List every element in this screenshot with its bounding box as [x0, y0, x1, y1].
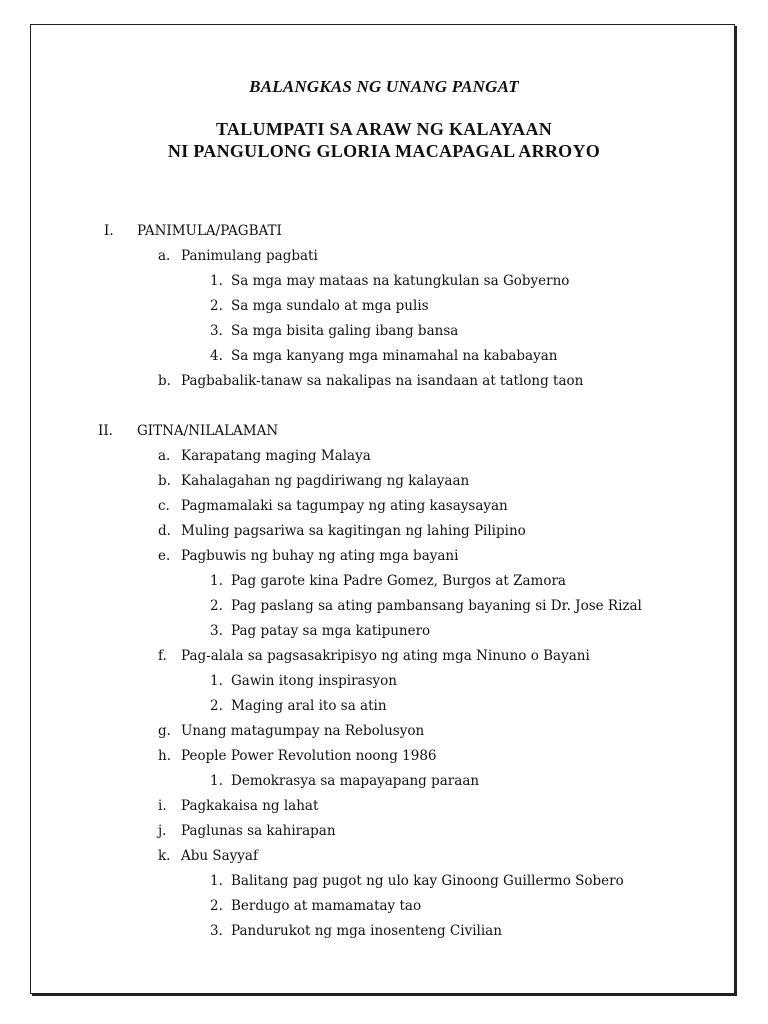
outline-marker: k. [158, 848, 171, 864]
outline-marker: f. [158, 648, 167, 664]
outline-marker: 3. [210, 923, 223, 939]
outline-marker: 1. [210, 673, 223, 689]
outline-marker: i. [158, 798, 167, 814]
outline-label: Pag-alala sa pagsasakripisyo ng ating mga Ninuno o Bayani [181, 648, 590, 664]
outline-marker: 2. [210, 898, 223, 914]
outline-label: Paglunas sa kahirapan [181, 823, 336, 839]
outline-label: Panimulang pagbati [181, 248, 318, 264]
outline-marker: j. [158, 823, 167, 839]
outline-label: Sa mga bisita galing ibang bansa [231, 323, 459, 339]
outline-marker: 3. [210, 323, 223, 339]
outline-label: PANIMULA/PAGBATI [137, 223, 282, 239]
outline-label: Pag paslang sa ating pambansang bayaning si Dr. Jose Rizal [231, 598, 642, 614]
outline-label: Unang matagumpay na Rebolusyon [181, 723, 425, 739]
outline-label: Pag patay sa mga katipunero [231, 623, 431, 639]
outline-marker: b. [158, 473, 171, 489]
outline-label: Pandurukot ng mga inosenteng Civilian [231, 923, 502, 939]
outline-marker: h. [158, 748, 171, 764]
outline-label: Gawin itong inspirasyon [231, 673, 397, 689]
outline-marker: 1. [210, 573, 223, 589]
outline-label: Abu Sayyaf [181, 848, 258, 864]
outline-label: Sa mga sundalo at mga pulis [231, 298, 429, 314]
outline-label: Berdugo at mamamatay tao [231, 898, 422, 914]
document-title: BALANGKAS NG UNANG PANGAT [249, 77, 519, 96]
outline-marker: 3. [210, 623, 223, 639]
outline-marker: I. [104, 223, 114, 239]
outline-marker: g. [158, 723, 171, 739]
outline-label: Balitang pag pugot ng ulo kay Ginoong Guillermo Sobero [231, 873, 624, 889]
outline-label: Pagbabalik-tanaw sa nakalipas na isandaan at tatlong taon [181, 373, 584, 389]
outline-marker: 1. [210, 773, 223, 789]
outline-label: Demokrasya sa mapayapang paraan [231, 773, 480, 789]
outline-marker: 2. [210, 698, 223, 714]
outline-label: People Power Revolution noong 1986 [181, 748, 437, 764]
outline-label: Pagkakaisa ng lahat [181, 798, 319, 814]
outline-marker: e. [158, 548, 171, 564]
outline-label: GITNA/NILALAMAN [137, 423, 279, 439]
outline-marker: 2. [210, 598, 223, 614]
document-subtitle-line-2: NI PANGULONG GLORIA MACAPAGAL ARROYO [167, 141, 601, 161]
outline-label: Karapatang maging Malaya [181, 448, 371, 464]
outline-marker: 2. [210, 298, 223, 314]
outline-marker: 4. [210, 348, 223, 364]
outline-label: Sa mga may mataas na katungkulan sa Gobyerno [231, 273, 570, 289]
outline-label: Pagbuwis ng buhay ng ating mga bayani [181, 548, 459, 564]
outline-label: Pagmamalaki sa tagumpay ng ating kasaysayan [181, 498, 508, 514]
outline-label: Sa mga kanyang mga minamahal na kababayan [231, 348, 558, 364]
outline-label: Kahalagahan ng pagdiriwang ng kalayaan [181, 473, 470, 489]
outline-marker: II. [98, 423, 113, 439]
outline-marker: d. [158, 523, 171, 539]
document-subtitle-line-1: TALUMPATI SA ARAW NG KALAYAAN [215, 119, 553, 139]
outline-marker: 1. [210, 273, 223, 289]
outline-marker: a. [158, 248, 171, 264]
outline-label: Pag garote kina Padre Gomez, Burgos at Zamora [231, 573, 566, 589]
outline-marker: 1. [210, 873, 223, 889]
outline-marker: c. [158, 498, 170, 514]
outline-marker: a. [158, 448, 171, 464]
outline-marker: b. [158, 373, 171, 389]
outline-label: Muling pagsariwa sa kagitingan ng lahing Pilipino [181, 523, 526, 539]
outline-label: Maging aral ito sa atin [231, 698, 387, 714]
